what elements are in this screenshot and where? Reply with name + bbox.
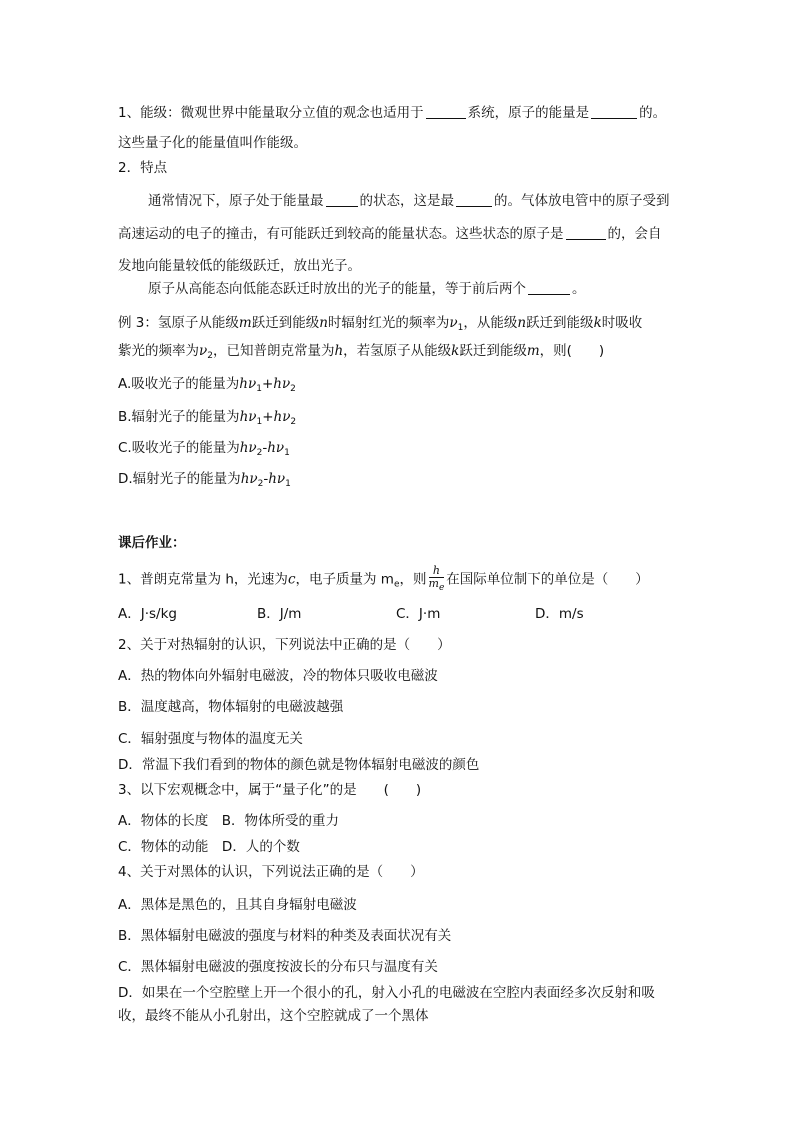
operator: - xyxy=(262,440,268,456)
h-over-me-fraction xyxy=(428,564,445,593)
text: C.吸收光子的能量为 xyxy=(118,440,240,456)
var-k: k xyxy=(593,315,602,331)
operator: + xyxy=(262,409,274,425)
blank xyxy=(566,225,606,240)
features-heading: 2．特点 xyxy=(118,160,168,176)
text: 原子从高能态向低能态跃迁时放出的光子的能量，等于前后两个 xyxy=(148,281,526,297)
text: ，电子质量为 m xyxy=(295,571,394,588)
hw-q2: 2、关于对热辐射的认识，下列说法中正确的是（ ） xyxy=(118,637,451,653)
text: 的状态，这是最 xyxy=(359,193,454,209)
fraction-numerator: h xyxy=(429,565,445,578)
formula: hν xyxy=(240,471,258,487)
text: 1、能级：微观世界中能量取分立值的观念也适用于 xyxy=(118,105,424,121)
text: 跃迁到能级 xyxy=(459,343,527,359)
hw-q1-option-a: A．J·s/kg xyxy=(118,606,177,622)
var-m: m xyxy=(526,343,540,359)
subscript: 1 xyxy=(256,384,262,394)
blank xyxy=(528,280,570,295)
text: 例 3：氢原子从能级 xyxy=(118,315,239,331)
formula: hν xyxy=(239,376,257,392)
subscript: 2 xyxy=(290,417,297,427)
hw-q1 xyxy=(118,564,649,593)
subscript: 2 xyxy=(256,448,263,458)
hw-q1-option-b: B．J/m xyxy=(257,606,302,622)
hw-q2-option-d: D．常温下我们看到的物体的颜色就是物体辐射电磁波的颜色 xyxy=(118,757,480,773)
features-line-3: 发地向能量较低的能级跃迁，放出光子。 xyxy=(118,258,361,274)
hw-q3: 3、以下宏观概念中，属于“量子化”的是 ( ) xyxy=(118,782,422,798)
subscript: 1 xyxy=(457,323,464,333)
subscript: e xyxy=(438,583,445,593)
subscript: 2 xyxy=(290,384,296,394)
blank xyxy=(456,192,492,207)
var-c: c xyxy=(287,571,296,588)
text: 1、普朗克常量为 h，光速为 xyxy=(118,571,288,588)
features-line-1 xyxy=(148,191,670,211)
subscript: 2 xyxy=(207,351,213,361)
hw-q2-option-a: A．热的物体向外辐射电磁波，冷的物体只吸收电磁波 xyxy=(118,668,438,684)
subscript: 1 xyxy=(285,479,291,489)
formula: hν xyxy=(273,409,291,425)
var-n: n xyxy=(517,315,527,331)
var-nu: ν xyxy=(449,315,458,331)
var-k: k xyxy=(451,343,460,359)
text: 时吸收 xyxy=(601,315,643,331)
formula: hν xyxy=(239,409,257,425)
text: 系统，原子的能量是 xyxy=(467,105,590,121)
energy-level-line-1 xyxy=(118,103,666,123)
formula: hν xyxy=(273,376,291,392)
var-n: n xyxy=(319,315,328,331)
subscript: 1 xyxy=(284,448,290,458)
features-line-2 xyxy=(118,224,662,244)
blank xyxy=(326,192,358,207)
text: ，则( ) xyxy=(539,343,605,359)
hw-q2-option-b: B．温度越高，物体辐射的电磁波越强 xyxy=(118,699,344,715)
hw-q1-option-d: D．m/s xyxy=(535,606,584,622)
text: 的。气体放电管中的原子受到 xyxy=(494,193,670,209)
hw-q4-option-b: B．黑体辐射电磁波的强度与材料的种类及表面状况有关 xyxy=(118,928,452,944)
example3-option-a xyxy=(118,374,296,394)
text: ，若氢原子从能级 xyxy=(343,343,452,359)
text: 的，会自 xyxy=(607,226,662,242)
text: 的。 xyxy=(639,105,667,121)
text: 紫光的频率为 xyxy=(118,343,199,359)
homework-title: 课后作业： xyxy=(118,535,186,551)
text: 通常情况下，原子处于能量最 xyxy=(148,193,324,209)
energy-level-line-2: 这些量子化的能量值叫作能级。 xyxy=(118,135,307,151)
fraction-denominator xyxy=(428,577,445,593)
hw-q3-options-cd: C．物体的动能 D．人的个数 xyxy=(118,839,300,855)
hw-q4-option-a: A．黑体是黑色的，且其自身辐射电磁波 xyxy=(118,897,357,913)
hw-q4: 4、关于对黑体的认识，下列说法正确的是（ ） xyxy=(118,864,424,880)
formula: hν xyxy=(239,440,257,456)
hw-q1-option-c: C．J·m xyxy=(396,606,441,622)
text: A.吸收光子的能量为 xyxy=(118,376,240,392)
hw-q4-option-d-line-2: 收，最终不能从小孔射出，这个空腔就成了一个黑体 xyxy=(118,1008,429,1024)
text: m xyxy=(428,577,439,590)
example3-option-b xyxy=(118,407,296,427)
operator: + xyxy=(261,376,274,392)
text: ，已知普朗克常量为 xyxy=(212,343,335,359)
text: 在国际单位制下的单位是（ ） xyxy=(446,571,649,588)
formula: hν xyxy=(268,471,286,487)
text: D.辐射光子的能量为 xyxy=(118,471,241,487)
subscript: 1 xyxy=(256,417,263,427)
text: B.辐射光子的能量为 xyxy=(118,409,240,425)
hw-q4-option-d-line-1: D．如果在一个空腔壁上开一个很小的孔，射入小孔的电磁波在空腔内表面经多次反射和吸 xyxy=(118,985,655,1001)
features-line-4 xyxy=(148,279,586,299)
text: 跃迁到能级 xyxy=(251,315,320,331)
text: ，则 xyxy=(399,571,427,588)
text: 。 xyxy=(572,281,586,297)
subscript: e xyxy=(393,579,400,590)
hw-q2-option-c: C．辐射强度与物体的温度无关 xyxy=(118,731,303,747)
hw-q3-options-ab: A．物体的长度 B．物体所受的重力 xyxy=(118,813,339,829)
text: 跃迁到能级 xyxy=(526,315,594,331)
var-h: h xyxy=(334,343,344,359)
example3-line-2 xyxy=(118,341,604,361)
hw-q4-option-c: C．黑体辐射电磁波的强度按波长的分布只与温度有关 xyxy=(118,959,438,975)
var-m: m xyxy=(238,315,252,331)
example3-option-d xyxy=(118,469,291,489)
example3-option-c xyxy=(118,438,290,458)
var-nu: ν xyxy=(199,343,208,359)
example3-line-1 xyxy=(118,313,642,333)
blank xyxy=(591,104,637,119)
subscript: 2 xyxy=(257,479,264,489)
operator: - xyxy=(263,471,269,487)
blank xyxy=(426,104,466,119)
formula: hν xyxy=(267,440,285,456)
text: 高速运动的电子的撞击，有可能跃迁到较高的能量状态。这些状态的原子是 xyxy=(118,226,564,242)
text: 时辐射红光的频率为 xyxy=(327,315,450,331)
text: ，从能级 xyxy=(463,315,518,331)
